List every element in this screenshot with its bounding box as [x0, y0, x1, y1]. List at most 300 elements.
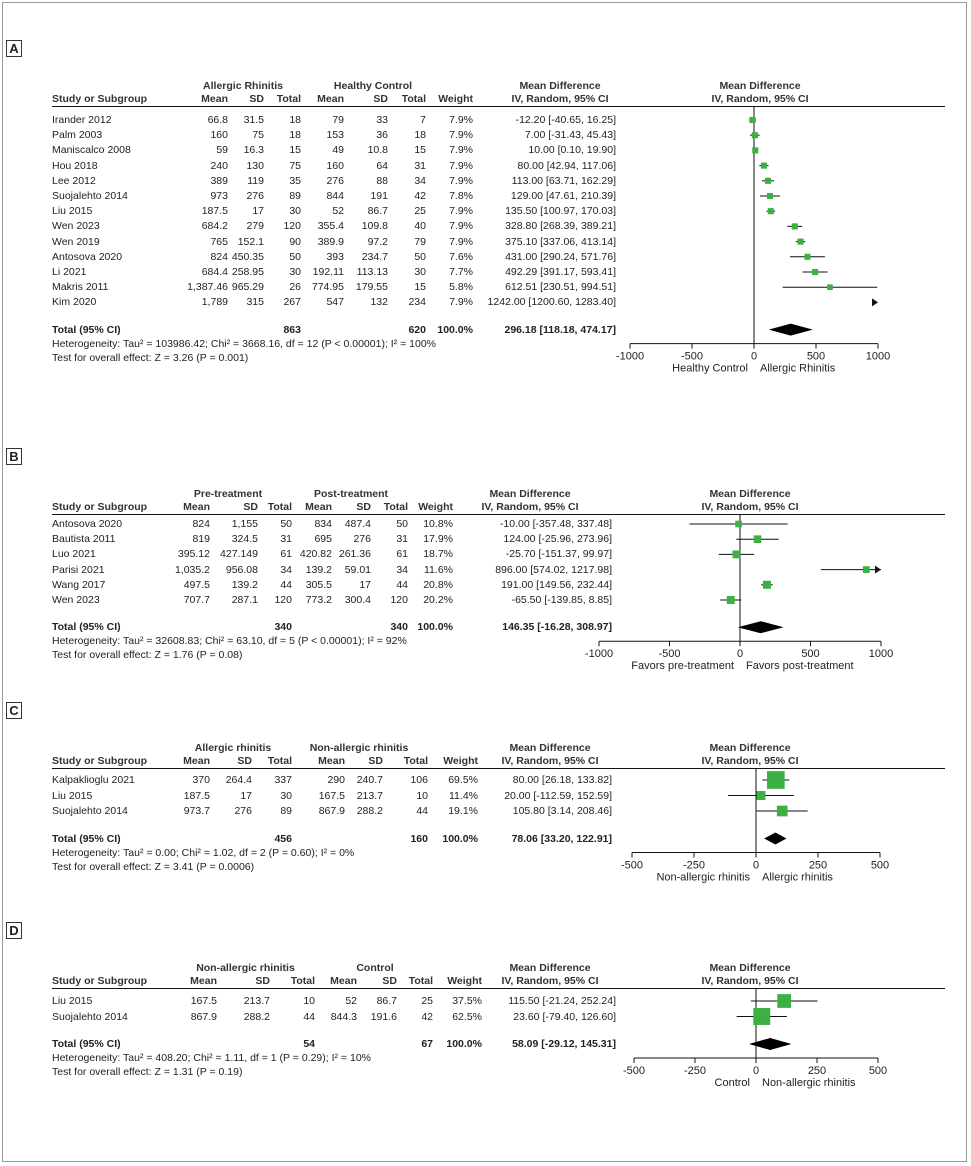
weight: 7.9%: [449, 205, 473, 218]
total-weight: 100.0%: [437, 323, 473, 336]
mean-1: 160: [210, 129, 228, 142]
group1-header: Allergic rhinitis: [194, 742, 272, 754]
study-marker: [767, 771, 785, 789]
col-weight: Weight: [443, 755, 478, 767]
total-n2: 620: [408, 323, 426, 336]
mean-difference-ci: -10.00 [-357.48, 337.48]: [499, 518, 612, 530]
x-tick-label: -1000: [615, 350, 645, 363]
sd-1: 324.5: [231, 533, 258, 546]
x-tick-label: -250: [682, 859, 706, 872]
mean-1: 395.12: [177, 548, 210, 561]
x-tick-label: 0: [750, 350, 758, 363]
col-weight: Weight: [447, 975, 482, 987]
plot-md-sub: IV, Random, 95% CI: [711, 93, 809, 105]
total-2: 15: [414, 144, 426, 157]
mean-difference-ci: 431.00 [290.24, 571.76]: [505, 250, 616, 263]
sd-1: 139.2: [231, 578, 258, 591]
plot-md-header: Mean Difference: [709, 962, 791, 974]
col-total-1: Total: [290, 975, 315, 987]
total-2: 42: [421, 1010, 433, 1023]
weight: 62.5%: [452, 1010, 482, 1023]
study-name: Wen 2023: [52, 220, 100, 233]
mean-1: 867.9: [190, 1010, 217, 1023]
x-tick-label: 250: [808, 859, 828, 872]
x-tick-label: 500: [806, 350, 826, 363]
total-1: 120: [274, 594, 292, 606]
sd-1: 956.08: [225, 563, 258, 576]
col-sd-1: SD: [249, 93, 264, 105]
mean-difference-ci: 80.00 [26.18, 133.82]: [512, 774, 612, 786]
sd-2: 36: [376, 129, 388, 142]
weight: 20.8%: [423, 578, 453, 591]
favors-left-label: Healthy Control: [672, 362, 748, 375]
sd-2: 240.7: [356, 774, 383, 786]
total-n2: 340: [390, 621, 408, 634]
mean-1: 59: [216, 144, 228, 157]
group2-header: Post-treatment: [313, 488, 389, 500]
total-2: 234: [408, 296, 426, 309]
col-study: Study or Subgroup: [52, 975, 148, 987]
mean-difference-ci: 113.00 [63.71, 162.29]: [511, 174, 616, 187]
total-2: 120: [390, 594, 408, 606]
group1-header: Non-allergic rhinitis: [196, 962, 295, 974]
panel-label: A: [6, 40, 22, 57]
col-sd-2: SD: [373, 93, 388, 105]
total-ci: 296.18 [118.18, 474.17]: [504, 323, 616, 336]
x-tick-label: 500: [870, 859, 890, 872]
md-header: Mean Difference: [489, 488, 571, 500]
x-tick-label: 0: [752, 859, 760, 872]
total-2: 15: [414, 281, 426, 294]
col-total-2: Total: [401, 93, 426, 105]
sd-1: 17: [252, 205, 264, 218]
overall-effect-text: Test for overall effect: Z = 1.76 (P = 0.08): [52, 649, 243, 662]
study-marker: [797, 239, 803, 245]
weight: 11.6%: [424, 563, 453, 576]
sd-1: 287.1: [231, 594, 258, 606]
total-2: 31: [396, 533, 408, 546]
col-study: Study or Subgroup: [52, 93, 148, 105]
sd-1: 75: [252, 129, 264, 142]
sd-1: 31.5: [243, 114, 264, 126]
col-mean-2: Mean: [305, 501, 332, 513]
x-tick-label: -500: [620, 859, 644, 872]
study-name: Hou 2018: [52, 159, 98, 172]
panel-a: [0, 40, 971, 375]
mean-2: 355.4: [317, 220, 344, 233]
x-tick-label: -1000: [584, 648, 614, 661]
group1-header: Allergic Rhinitis: [203, 80, 283, 92]
overall-effect-text: Test for overall effect: Z = 3.41 (P = 0.0006): [52, 860, 255, 873]
study-marker: [792, 223, 798, 229]
mean-2: 774.95: [311, 281, 344, 294]
total-n1: 340: [274, 621, 292, 634]
favors-right-label: Allergic rhinitis: [762, 871, 833, 884]
mean-2: 844.3: [330, 1010, 357, 1023]
total-2: 31: [414, 159, 426, 172]
mean-2: 192.11: [312, 266, 344, 278]
weight: 18.7%: [423, 548, 453, 561]
sd-2: 10.8: [367, 144, 388, 157]
total-1: 34: [280, 563, 292, 576]
total-2: 30: [414, 266, 426, 278]
total-label: Total (95% CI): [52, 832, 121, 845]
col-mean-2: Mean: [330, 975, 357, 987]
sd-1: 16.3: [243, 144, 264, 157]
study-name: Wen 2023: [52, 594, 100, 606]
total-2: 34: [414, 174, 426, 187]
total-label: Total (95% CI): [52, 323, 121, 336]
sd-2: 213.7: [356, 789, 383, 802]
x-tick-label: 500: [801, 648, 820, 661]
weight: 7.9%: [449, 220, 473, 233]
mean-1: 765: [210, 235, 228, 248]
mean-2: 290: [327, 774, 345, 786]
x-tick-label: 500: [868, 1065, 888, 1077]
study-name: Luo 2021: [52, 548, 96, 561]
mean-2: 167.5: [318, 789, 345, 802]
x-tick-label: 1000: [868, 648, 894, 661]
col-total-2: Total: [383, 501, 408, 513]
heterogeneity-text: Heterogeneity: Tau² = 408.20; Chi² = 1.11, df = 1 (P = 0.29); I² = 10%: [52, 1052, 371, 1064]
total-n2: 67: [421, 1038, 433, 1050]
mean-difference-ci: 191.00 [149.56, 232.44]: [501, 578, 612, 591]
total-weight: 100.0%: [446, 1038, 482, 1050]
mean-2: 305.5: [305, 578, 332, 591]
col-mean-2: Mean: [317, 93, 344, 105]
mean-difference-ci: -25.70 [-151.37, 99.97]: [505, 548, 612, 561]
study-marker: [812, 269, 818, 275]
study-marker: [765, 178, 771, 184]
mean-2: 52: [332, 205, 344, 218]
sd-2: 288.2: [356, 805, 383, 817]
col-mean-1: Mean: [183, 755, 210, 767]
col-mean-1: Mean: [183, 501, 210, 513]
total-1: 50: [280, 518, 292, 530]
study-name: Antosova 2020: [52, 518, 123, 530]
sd-1: 119: [247, 174, 264, 187]
col-study: Study or Subgroup: [52, 755, 148, 767]
weight: 69.5%: [448, 774, 478, 786]
sd-2: 86.7: [376, 995, 397, 1007]
group1-header: Pre-treatment: [193, 488, 263, 500]
forest-plot: [0, 448, 971, 678]
col-weight: Weight: [418, 501, 453, 513]
sd-1: 1,155: [231, 518, 258, 530]
col-sd-2: SD: [356, 501, 371, 513]
weight: 7.6%: [449, 250, 473, 263]
weight: 5.8%: [449, 281, 473, 294]
weight: 17.9%: [423, 533, 453, 546]
weight: 7.9%: [449, 296, 473, 309]
total-2: 44: [396, 578, 408, 591]
mean-1: 684.4: [201, 266, 228, 278]
sd-2: 59.01: [344, 563, 371, 576]
heterogeneity-text: Heterogeneity: Tau² = 32608.83; Chi² = 63.10, df = 5 (P < 0.00001); I² = 92%: [52, 635, 407, 648]
study-marker: [753, 1008, 770, 1025]
plot-md-header: Mean Difference: [709, 742, 791, 754]
favors-left-label: Control: [714, 1077, 750, 1089]
weight: 7.7%: [449, 266, 473, 278]
mean-1: 1,789: [201, 296, 228, 309]
sd-2: 109.8: [361, 220, 388, 233]
total-n2: 160: [410, 832, 428, 845]
sd-1: 213.7: [243, 995, 270, 1007]
total-ci: 58.09 [-29.12, 145.31]: [512, 1038, 616, 1050]
x-tick-label: 250: [807, 1065, 827, 1077]
total-ci: 146.35 [-16.28, 308.97]: [502, 621, 612, 634]
sd-1: 17: [240, 789, 252, 802]
sd-1: 288.2: [243, 1010, 270, 1023]
mean-difference-ci: 105.80 [3.14, 208.46]: [512, 805, 612, 817]
total-1: 267: [283, 296, 301, 309]
x-tick-label: -250: [683, 1065, 707, 1077]
x-tick-label: 0: [752, 1065, 760, 1077]
sd-2: 234.7: [361, 250, 388, 263]
col-total-1: Total: [267, 755, 292, 767]
study-marker: [752, 147, 758, 153]
mean-1: 824: [192, 518, 210, 530]
mean-1: 1,035.2: [174, 563, 210, 576]
sd-2: 179.55: [355, 281, 388, 294]
weight: 7.9%: [449, 114, 473, 126]
study-name: Wen 2019: [52, 235, 100, 248]
sd-1: 427.149: [220, 548, 258, 561]
plot-md-sub: IV, Random, 95% CI: [701, 755, 799, 767]
weight: 10.8%: [423, 518, 453, 530]
mean-difference-ci: 10.00 [0.10, 19.90]: [528, 144, 616, 157]
sd-2: 487.4: [344, 518, 371, 530]
weight: 20.2%: [423, 594, 453, 606]
total-2: 61: [396, 548, 408, 561]
sd-1: 279: [246, 220, 264, 233]
favors-right-label: Non-allergic rhinitis: [762, 1077, 856, 1089]
total-1: 89: [289, 190, 301, 202]
study-name: Makris 2011: [52, 281, 109, 294]
mean-2: 160: [326, 159, 344, 172]
study-name: Palm 2003: [52, 129, 103, 142]
mean-difference-ci: 124.00 [-25.96, 273.96]: [503, 533, 612, 546]
col-md-sub: IV, Random, 95% CI: [481, 501, 579, 513]
mean-1: 370: [192, 774, 210, 786]
forest-plot: [0, 702, 971, 932]
heterogeneity-text: Heterogeneity: Tau² = 0.00; Chi² = 1.02, df = 2 (P = 0.60); I² = 0%: [52, 846, 355, 859]
study-marker: [768, 208, 774, 214]
total-1: 89: [280, 805, 292, 817]
panel-label: C: [6, 702, 22, 719]
mean-difference-ci: -65.50 [-139.85, 8.85]: [511, 594, 612, 606]
mean-difference-ci: 20.00 [-112.59, 152.59]: [504, 789, 612, 802]
total-1: 18: [289, 129, 301, 142]
sd-1: 965.29: [231, 281, 264, 294]
study-name: Kim 2020: [52, 296, 97, 309]
md-header: Mean Difference: [509, 962, 591, 974]
weight: 7.9%: [449, 129, 473, 142]
mean-difference-ci: 612.51 [230.51, 994.51]: [505, 281, 616, 294]
mean-2: 389.9: [317, 235, 344, 248]
total-2: 10: [416, 789, 428, 802]
col-md-sub: IV, Random, 95% CI: [501, 975, 599, 987]
ci-overflow-arrow: [875, 566, 881, 574]
total-2: 44: [416, 805, 428, 817]
study-marker: [777, 994, 791, 1008]
mean-1: 973: [210, 190, 228, 202]
x-tick-label: -500: [622, 1065, 646, 1077]
study-name: Kalpaklioglu 2021: [52, 774, 135, 786]
mean-difference-ci: 135.50 [100.97, 170.03]: [505, 205, 616, 218]
total-1: 44: [303, 1010, 315, 1023]
study-name: Bautista 2011: [52, 533, 116, 546]
col-mean-2: Mean: [318, 755, 345, 767]
col-md-sub: IV, Random, 95% CI: [501, 755, 599, 767]
favors-left-label: Non-allergic rhinitis: [656, 871, 750, 884]
col-total-2: Total: [403, 755, 428, 767]
favors-right-label: Allergic Rhinitis: [760, 362, 836, 375]
study-name: Suojalehto 2014: [52, 190, 128, 202]
mean-1: 187.5: [183, 789, 210, 802]
study-name: Maniscalco 2008: [52, 144, 131, 157]
mean-difference-ci: -12.20 [-40.65, 16.25]: [515, 114, 616, 126]
sd-2: 300.4: [344, 594, 371, 606]
mean-2: 420.82: [299, 548, 332, 561]
mean-2: 393: [326, 250, 344, 263]
total-n1: 456: [274, 832, 292, 845]
study-marker: [732, 551, 740, 559]
forest-plot: [0, 922, 971, 1152]
sd-2: 191: [370, 190, 388, 202]
mean-1: 66.8: [207, 114, 228, 126]
total-n1: 863: [283, 323, 301, 336]
total-1: 30: [289, 266, 301, 278]
study-marker: [735, 521, 742, 528]
mean-1: 707.7: [183, 594, 210, 606]
plot-md-header: Mean Difference: [709, 488, 791, 500]
weight: 11.4%: [449, 789, 478, 802]
mean-difference-ci: 129.00 [47.61, 210.39]: [510, 190, 616, 202]
favors-right-label: Favors post-treatment: [746, 660, 854, 673]
sd-2: 132: [370, 296, 388, 309]
mean-2: 547: [326, 296, 344, 309]
mean-2: 695: [314, 533, 332, 546]
col-mean-1: Mean: [190, 975, 217, 987]
pooled-diamond: [764, 833, 786, 845]
sd-2: 88: [376, 174, 388, 187]
study-marker: [777, 806, 788, 817]
study-name: Parisi 2021: [52, 563, 105, 576]
sd-2: 97.2: [367, 235, 388, 248]
col-study: Study or Subgroup: [52, 501, 148, 513]
col-weight: Weight: [438, 93, 473, 105]
x-tick-label: -500: [658, 648, 681, 661]
group2-header: Non-allergic rhinitis: [309, 742, 409, 754]
sd-2: 191.6: [370, 1010, 397, 1023]
sd-1: 152.1: [237, 235, 264, 248]
total-1: 44: [280, 578, 292, 591]
study-marker: [804, 254, 810, 260]
study-marker: [767, 193, 773, 199]
total-1: 35: [289, 174, 301, 187]
heterogeneity-text: Heterogeneity: Tau² = 103986.42; Chi² = 3668.16, df = 12 (P < 0.00001); I² = 100%: [52, 337, 437, 350]
mean-1: 167.5: [190, 995, 217, 1007]
mean-2: 79: [332, 114, 344, 126]
panel-label: D: [6, 922, 22, 939]
study-name: Liu 2015: [52, 789, 93, 802]
sd-2: 276: [353, 533, 371, 546]
sd-2: 113.13: [356, 266, 388, 278]
col-sd-2: SD: [368, 755, 383, 767]
weight: 19.1%: [448, 805, 478, 817]
mean-difference-ci: 115.50 [-21.24, 252.24]: [508, 995, 616, 1007]
study-name: Liu 2015: [52, 205, 93, 218]
total-1: 120: [283, 220, 301, 233]
total-2: 34: [396, 563, 408, 576]
study-name: Lee 2012: [52, 174, 96, 187]
study-marker: [756, 791, 765, 800]
mean-2: 276: [326, 174, 344, 187]
sd-1: 276: [234, 805, 252, 817]
x-tick-label: -500: [680, 350, 704, 363]
overall-effect-text: Test for overall effect: Z = 1.31 (P = 0.19): [52, 1066, 243, 1078]
study-name: Suojalehto 2014: [52, 1010, 128, 1023]
sd-1: 258.95: [231, 266, 264, 278]
col-total-1: Total: [276, 93, 301, 105]
sd-2: 33: [376, 114, 388, 126]
study-name: Antosova 2020: [52, 250, 123, 263]
study-marker: [863, 566, 870, 573]
mean-1: 684.2: [201, 220, 228, 233]
total-2: 50: [414, 250, 426, 263]
total-1: 30: [280, 789, 292, 802]
pooled-diamond: [738, 621, 784, 633]
mean-difference-ci: 23.60 [-79.40, 126.60]: [513, 1010, 616, 1023]
mean-difference-ci: 375.10 [337.06, 413.14]: [505, 235, 616, 248]
mean-1: 1,387.46: [187, 281, 228, 294]
total-weight: 100.0%: [442, 832, 478, 845]
plot-md-sub: IV, Random, 95% CI: [701, 501, 799, 513]
total-1: 90: [289, 235, 301, 248]
total-2: 42: [414, 190, 426, 202]
total-1: 31: [280, 533, 292, 546]
overall-effect-text: Test for overall effect: Z = 3.26 (P = 0.001): [52, 351, 249, 364]
total-2: 7: [420, 114, 426, 126]
total-1: 18: [289, 114, 301, 126]
total-1: 15: [289, 144, 301, 157]
mean-1: 389: [210, 174, 228, 187]
study-marker: [763, 581, 771, 589]
x-tick-label: 1000: [865, 350, 891, 363]
mean-1: 497.5: [183, 578, 210, 591]
weight: 7.9%: [449, 159, 473, 172]
total-1: 75: [289, 159, 301, 172]
total-1: 337: [274, 774, 292, 786]
panel-b: [0, 448, 971, 673]
sd-2: 17: [359, 578, 371, 591]
study-marker: [727, 596, 735, 604]
col-sd-1: SD: [237, 755, 252, 767]
col-sd-1: SD: [243, 501, 258, 513]
weight: 7.8%: [449, 190, 473, 202]
study-name: Suojalehto 2014: [52, 805, 128, 817]
sd-1: 276: [246, 190, 264, 202]
mean-2: 49: [332, 144, 344, 157]
total-1: 61: [280, 548, 292, 561]
sd-1: 130: [246, 159, 264, 172]
panel-c: [0, 702, 971, 922]
study-name: Liu 2015: [52, 995, 93, 1007]
col-mean-1: Mean: [201, 93, 228, 105]
col-total-1: Total: [267, 501, 292, 513]
mean-difference-ci: 896.00 [574.02, 1217.98]: [495, 563, 612, 576]
